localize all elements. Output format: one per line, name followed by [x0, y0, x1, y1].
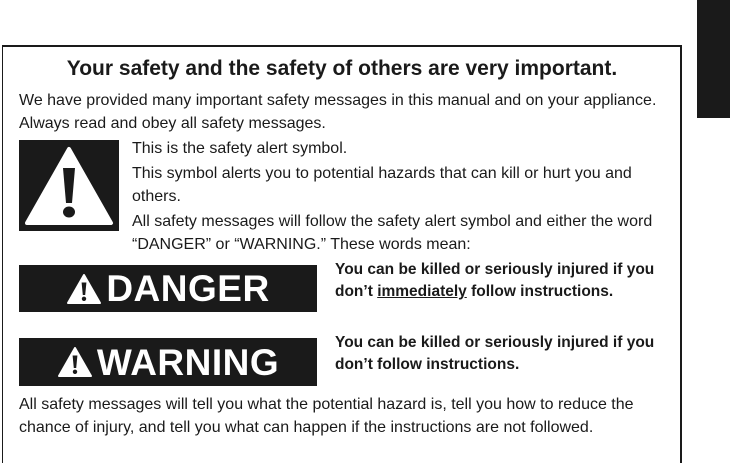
intro-paragraph: We have provided many important safety messages in this manual and on your appliance. Always read and obey all safety messages. [19, 92, 657, 132]
warning-word: WARNING [96, 341, 280, 383]
page-title: Your safety and the safety of others are very important. [66, 57, 618, 80]
danger-meaning-emphasis: immediately [377, 283, 467, 300]
closing-paragraph: All safety messages will tell you what the potential hazard is, tell you how to reduce the chance of injury, and tell you what can happen if the instructions are not followed. [19, 396, 634, 436]
danger-label [19, 265, 317, 312]
alert-symbol-explanation: This symbol alerts you to potential hazards that can kill or hurt you and others. [132, 165, 632, 205]
danger-meaning [335, 259, 675, 303]
section-tab-marker [697, 0, 730, 118]
safety-alert-symbol-icon [19, 140, 119, 231]
warning-label [19, 338, 317, 386]
alert-symbol-description: This is the safety alert symbol. [132, 140, 348, 157]
warning-meaning: You can be killed or seriously injured if you don’t follow instructions. [335, 334, 655, 373]
danger-meaning-text-end: follow instructions. [466, 283, 614, 300]
danger-word: DANGER [106, 268, 270, 309]
danger-alert-triangle-icon [66, 273, 102, 305]
signal-words-explanation: All safety messages will follow the safety alert symbol and either the word “DANGER” or “WARNING.” These words mean: [132, 213, 653, 253]
danger-meaning-text: You can be killed or seriously injured if you don’t [335, 261, 655, 300]
warning-alert-triangle-icon [57, 346, 93, 378]
